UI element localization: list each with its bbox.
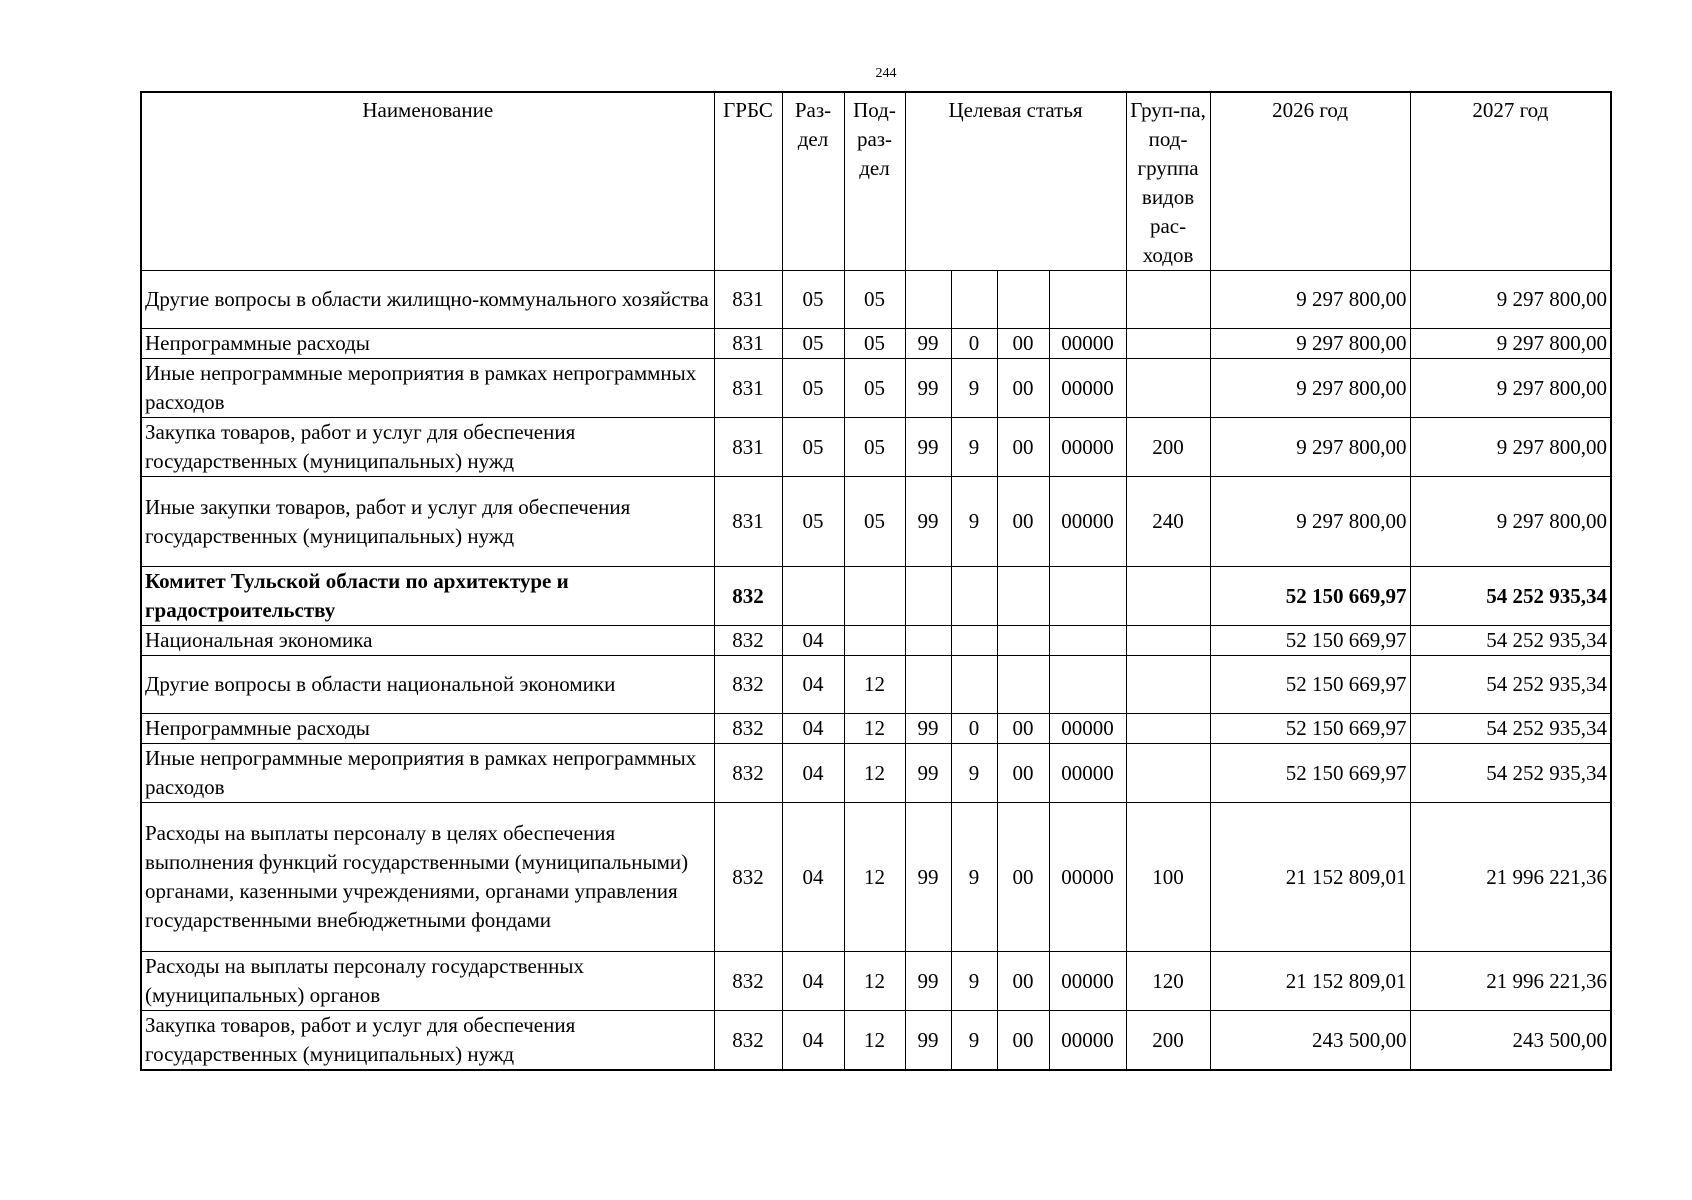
table-row: [141, 359, 1611, 418]
row-razdel: 05: [782, 359, 844, 418]
row-amount-2027: 54 252 935,34: [1410, 626, 1611, 656]
row-target-program: 99: [905, 329, 951, 359]
table-row: [141, 714, 1611, 744]
row-razdel: 04: [782, 714, 844, 744]
table-row: [141, 1011, 1611, 1071]
row-grbs: 832: [714, 567, 782, 626]
row-amount-2027: 54 252 935,34: [1410, 656, 1611, 714]
row-amount-2027: 9 297 800,00: [1410, 418, 1611, 477]
row-target-event: 00: [997, 714, 1049, 744]
row-name: Расходы на выплаты персоналу государственных (муниципальных) органов: [141, 952, 714, 1011]
row-amount-2027: 243 500,00: [1410, 1011, 1611, 1071]
row-target-program: [905, 656, 951, 714]
row-name: Непрограммные расходы: [141, 329, 714, 359]
header-podrazdel: Под-раз-дел: [844, 92, 905, 271]
row-expense-type: 240: [1126, 477, 1210, 567]
row-podrazdel: 12: [844, 1011, 905, 1071]
row-target-subprogram: 9: [951, 477, 997, 567]
row-podrazdel: 05: [844, 271, 905, 329]
row-target-direction: [1049, 656, 1126, 714]
row-target-program: 99: [905, 744, 951, 803]
row-target-direction: 00000: [1049, 803, 1126, 952]
row-amount-2026: 52 150 669,97: [1210, 656, 1410, 714]
row-name: Другие вопросы в области жилищно-коммунального хозяйства: [141, 271, 714, 329]
row-target-direction: 00000: [1049, 952, 1126, 1011]
row-target-event: [997, 271, 1049, 329]
header-grbs: ГРБС: [714, 92, 782, 271]
row-target-subprogram: [951, 656, 997, 714]
header-row: [141, 92, 1611, 271]
row-expense-type: [1126, 714, 1210, 744]
row-target-event: [997, 656, 1049, 714]
row-amount-2026: 9 297 800,00: [1210, 271, 1410, 329]
row-name: Иные непрограммные мероприятия в рамках непрограммных расходов: [141, 744, 714, 803]
page-number: 244: [875, 66, 897, 81]
row-grbs: 831: [714, 418, 782, 477]
row-razdel: 05: [782, 477, 844, 567]
row-target-subprogram: 9: [951, 803, 997, 952]
row-amount-2026: 21 152 809,01: [1210, 952, 1410, 1011]
row-target-program: 99: [905, 359, 951, 418]
row-podrazdel: 05: [844, 418, 905, 477]
header-tselevaya-statya: Целевая статья: [905, 92, 1126, 271]
row-grbs: 832: [714, 656, 782, 714]
row-amount-2026: 9 297 800,00: [1210, 359, 1410, 418]
row-name: Иные закупки товаров, работ и услуг для обеспечения государственных (муниципальных) нужд: [141, 477, 714, 567]
row-amount-2026: 9 297 800,00: [1210, 418, 1410, 477]
row-name: Иные непрограммные мероприятия в рамках непрограммных расходов: [141, 359, 714, 418]
row-target-direction: 00000: [1049, 359, 1126, 418]
row-target-program: [905, 271, 951, 329]
row-razdel: 05: [782, 418, 844, 477]
row-name: Комитет Тульской области по архитектуре и градостроительству: [141, 567, 714, 626]
row-amount-2026: 9 297 800,00: [1210, 477, 1410, 567]
row-target-direction: [1049, 567, 1126, 626]
row-amount-2027: 54 252 935,34: [1410, 744, 1611, 803]
row-podrazdel: 05: [844, 477, 905, 567]
row-razdel: 04: [782, 1011, 844, 1071]
row-target-direction: 00000: [1049, 329, 1126, 359]
row-name: Непрограммные расходы: [141, 714, 714, 744]
table-row: [141, 952, 1611, 1011]
row-target-subprogram: [951, 567, 997, 626]
header-year-2027: 2027 год: [1410, 92, 1611, 271]
row-amount-2026: 52 150 669,97: [1210, 744, 1410, 803]
row-expense-type: 200: [1126, 418, 1210, 477]
row-amount-2027: 9 297 800,00: [1410, 477, 1611, 567]
row-podrazdel: 12: [844, 952, 905, 1011]
row-razdel: 04: [782, 952, 844, 1011]
row-target-event: 00: [997, 744, 1049, 803]
row-grbs: 832: [714, 1011, 782, 1071]
row-name: Национальная экономика: [141, 626, 714, 656]
header-year-2026: 2026 год: [1210, 92, 1410, 271]
row-podrazdel: 12: [844, 803, 905, 952]
row-name: Расходы на выплаты персоналу в целях обеспечения выполнения функций государственными (муниципальными) органами, казенными учреждениями, органами управления государственными внебюджетными фондами: [141, 803, 714, 952]
row-amount-2027: 9 297 800,00: [1410, 271, 1611, 329]
row-target-direction: [1049, 271, 1126, 329]
header-gruppa-vidov-rashodov: Груп-па, под-группа видов рас-ходов: [1126, 92, 1210, 271]
row-expense-type: [1126, 744, 1210, 803]
row-grbs: 832: [714, 714, 782, 744]
row-grbs: 832: [714, 626, 782, 656]
row-podrazdel: 05: [844, 329, 905, 359]
row-podrazdel: 12: [844, 744, 905, 803]
row-target-program: 99: [905, 952, 951, 1011]
row-target-program: 99: [905, 714, 951, 744]
row-amount-2027: 54 252 935,34: [1410, 567, 1611, 626]
row-expense-type: [1126, 626, 1210, 656]
row-amount-2026: 52 150 669,97: [1210, 714, 1410, 744]
row-name: Другие вопросы в области национальной экономики: [141, 656, 714, 714]
row-target-program: 99: [905, 803, 951, 952]
row-target-event: [997, 626, 1049, 656]
row-grbs: 832: [714, 803, 782, 952]
row-podrazdel: [844, 567, 905, 626]
row-grbs: 831: [714, 477, 782, 567]
row-target-program: [905, 626, 951, 656]
row-target-event: 00: [997, 418, 1049, 477]
row-target-event: 00: [997, 359, 1049, 418]
row-amount-2027: 21 996 221,36: [1410, 803, 1611, 952]
row-amount-2027: 21 996 221,36: [1410, 952, 1611, 1011]
row-target-subprogram: 9: [951, 418, 997, 477]
row-target-subprogram: 9: [951, 359, 997, 418]
table-row: [141, 329, 1611, 359]
row-razdel: 04: [782, 656, 844, 714]
row-target-program: [905, 567, 951, 626]
row-grbs: 831: [714, 329, 782, 359]
row-amount-2026: 52 150 669,97: [1210, 567, 1410, 626]
row-razdel: [782, 567, 844, 626]
row-target-direction: 00000: [1049, 744, 1126, 803]
row-target-subprogram: 0: [951, 714, 997, 744]
row-target-direction: 00000: [1049, 714, 1126, 744]
row-target-subprogram: [951, 271, 997, 329]
row-expense-type: [1126, 329, 1210, 359]
row-amount-2026: 21 152 809,01: [1210, 803, 1410, 952]
row-target-program: 99: [905, 477, 951, 567]
row-grbs: 831: [714, 271, 782, 329]
row-target-subprogram: 0: [951, 329, 997, 359]
row-target-subprogram: 9: [951, 1011, 997, 1071]
row-grbs: 832: [714, 952, 782, 1011]
row-razdel: 04: [782, 626, 844, 656]
row-amount-2027: 54 252 935,34: [1410, 714, 1611, 744]
budget-table: [140, 91, 1612, 1071]
row-podrazdel: 12: [844, 714, 905, 744]
row-target-direction: 00000: [1049, 1011, 1126, 1071]
row-target-event: [997, 567, 1049, 626]
row-target-program: 99: [905, 1011, 951, 1071]
row-name: Закупка товаров, работ и услуг для обеспечения государственных (муниципальных) нужд: [141, 418, 714, 477]
row-target-event: 00: [997, 803, 1049, 952]
row-expense-type: [1126, 271, 1210, 329]
table-row: [141, 567, 1611, 626]
row-target-direction: 00000: [1049, 418, 1126, 477]
table-row: [141, 744, 1611, 803]
header-razdel: Раз-дел: [782, 92, 844, 271]
row-expense-type: 100: [1126, 803, 1210, 952]
row-target-direction: [1049, 626, 1126, 656]
row-podrazdel: [844, 626, 905, 656]
row-razdel: 05: [782, 271, 844, 329]
table-row: [141, 418, 1611, 477]
row-expense-type: [1126, 567, 1210, 626]
header-name: Наименование: [141, 92, 714, 271]
row-razdel: 04: [782, 803, 844, 952]
row-expense-type: 120: [1126, 952, 1210, 1011]
row-razdel: 05: [782, 329, 844, 359]
row-target-program: 99: [905, 418, 951, 477]
table-row: [141, 626, 1611, 656]
row-target-direction: 00000: [1049, 477, 1126, 567]
row-expense-type: 200: [1126, 1011, 1210, 1071]
table-row: [141, 271, 1611, 329]
row-amount-2026: 243 500,00: [1210, 1011, 1410, 1071]
row-target-subprogram: 9: [951, 952, 997, 1011]
table-row: [141, 656, 1611, 714]
row-razdel: 04: [782, 744, 844, 803]
row-name: Закупка товаров, работ и услуг для обеспечения государственных (муниципальных) нужд: [141, 1011, 714, 1071]
row-target-event: 00: [997, 952, 1049, 1011]
row-amount-2026: 52 150 669,97: [1210, 626, 1410, 656]
row-target-event: 00: [997, 1011, 1049, 1071]
row-amount-2027: 9 297 800,00: [1410, 329, 1611, 359]
row-podrazdel: 05: [844, 359, 905, 418]
row-expense-type: [1126, 359, 1210, 418]
table-row: [141, 477, 1611, 567]
row-target-subprogram: [951, 626, 997, 656]
row-expense-type: [1126, 656, 1210, 714]
row-podrazdel: 12: [844, 656, 905, 714]
row-target-event: 00: [997, 329, 1049, 359]
row-grbs: 832: [714, 744, 782, 803]
row-amount-2026: 9 297 800,00: [1210, 329, 1410, 359]
row-grbs: 831: [714, 359, 782, 418]
table-row: [141, 803, 1611, 952]
row-target-subprogram: 9: [951, 744, 997, 803]
row-amount-2027: 9 297 800,00: [1410, 359, 1611, 418]
row-target-event: 00: [997, 477, 1049, 567]
